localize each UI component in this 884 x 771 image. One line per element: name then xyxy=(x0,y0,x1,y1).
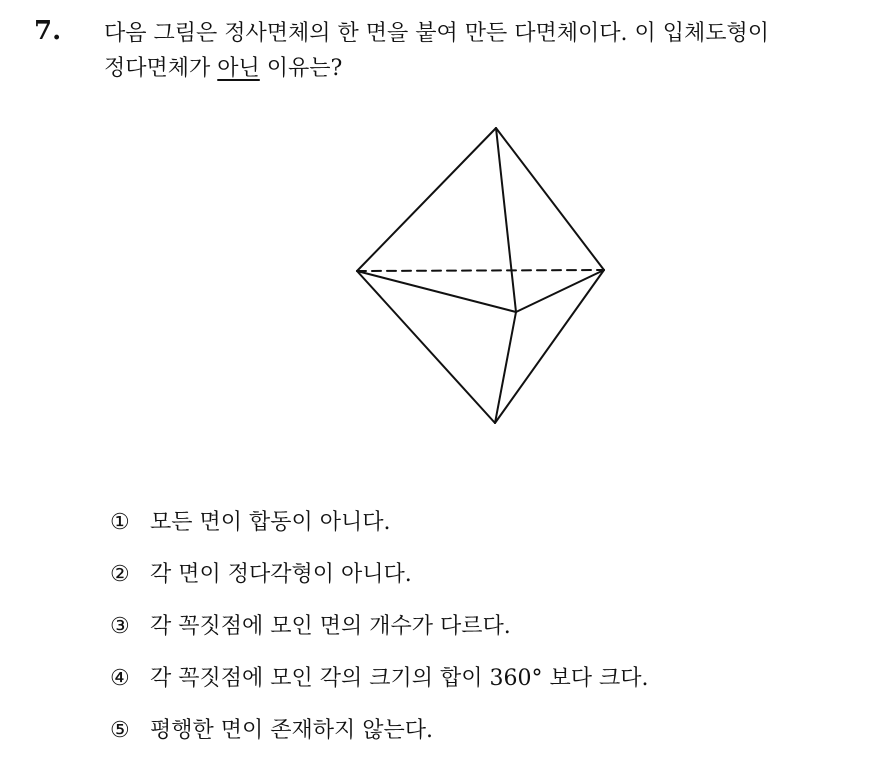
edge-bottom-front xyxy=(495,312,516,423)
edge-bottom-right xyxy=(495,270,604,423)
question-stem xyxy=(104,16,874,86)
underlined-keyword: 아닌 xyxy=(217,56,260,81)
choice-1[interactable] xyxy=(110,508,850,560)
choice-2[interactable] xyxy=(110,560,850,612)
edge-left-front xyxy=(357,271,516,312)
edge-top-right xyxy=(496,128,604,270)
choice-marker: ④ xyxy=(110,666,130,691)
choice-marker: ① xyxy=(110,510,130,535)
choice-marker: ③ xyxy=(110,614,130,639)
question-number: 7. xyxy=(34,16,62,46)
choice-text: 각 꼭짓점에 모인 각의 크기의 합이 360° 보다 크다. xyxy=(150,666,649,691)
stem-text-before-underline: 정다면체가 xyxy=(104,56,218,81)
choice-marker: ⑤ xyxy=(110,718,130,743)
choice-4[interactable] xyxy=(110,664,850,716)
edge-top-left xyxy=(357,128,496,271)
choice-5[interactable] xyxy=(110,716,850,768)
choice-text: 평행한 면이 존재하지 않는다. xyxy=(150,718,433,743)
question-stem-line-1: 다음 그림은 정사면체의 한 면을 붙여 만든 다면체이다. 이 입체도형이 xyxy=(104,21,769,46)
choice-marker: ② xyxy=(110,562,130,587)
choice-text: 각 면이 정다각형이 아니다. xyxy=(150,562,412,587)
edge-bottom-left xyxy=(357,271,495,423)
choice-3[interactable] xyxy=(110,612,850,664)
edge-right-front xyxy=(516,270,604,312)
choice-text: 각 꼭짓점에 모인 면의 개수가 다르다. xyxy=(150,614,511,639)
edge-top-front xyxy=(496,128,516,312)
stem-text-after-underline: 이유는? xyxy=(259,56,343,81)
question-stem-line-2 xyxy=(104,51,874,86)
polyhedron-figure xyxy=(340,118,620,432)
answer-choices xyxy=(110,508,850,768)
triangular-bipyramid-diagram xyxy=(340,118,620,432)
hidden-edge-dashed xyxy=(357,270,604,271)
choice-text: 모든 면이 합동이 아니다. xyxy=(150,510,391,535)
